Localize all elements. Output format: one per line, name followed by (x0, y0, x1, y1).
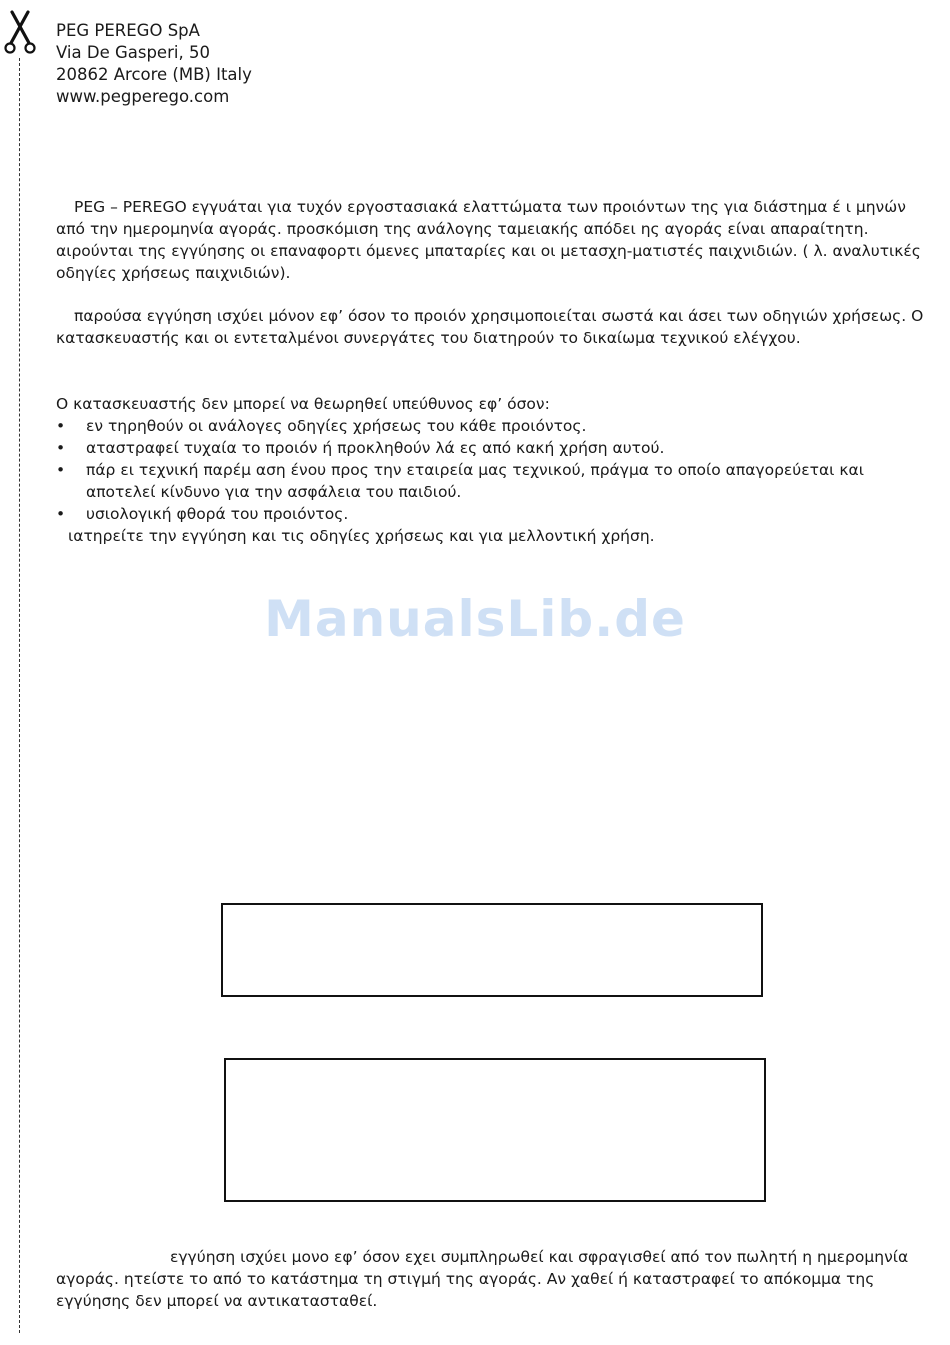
liability-intro: Ο κατασκευαστής δεν μπορεί να θεωρηθεί υπεύθυνος εφ’ όσον: (56, 395, 550, 413)
liability-closing: ιατηρείτε την εγγύηση και τις οδηγίες χρήσεως και για μελλοντική χρήση. (68, 527, 655, 545)
footer-note (56, 1246, 936, 1312)
date-box[interactable] (224, 1058, 766, 1202)
city-address: 20862 Arcore (MB) Italy (56, 65, 252, 84)
liability-section (56, 393, 936, 547)
list-item-text: υσιολογική φθορά του προιόντος. (86, 505, 349, 523)
bullet-icon: • (56, 461, 66, 479)
validity-text: παρούσα εγγύηση ισχύει μόνον εφ’ όσον το προιόν χρησιμοποιείται σωστά και άσει των οδηγιών χρήσεως. Ο κατασκευαστής και οι εντεταλμένοι συνεργάτες του διατηρούν το δικαίωμα τεχνικού ελέγχου. (56, 307, 924, 347)
list-item (56, 437, 936, 459)
cut-line (19, 58, 20, 1333)
list-item (56, 503, 936, 525)
list-item-text: αταστραφεί τυχαία το προιόν ή προκληθούν λά ες από κακή χρήση αυτού. (86, 439, 665, 457)
list-item-text: πάρ ει τεχνική παρέμ αση ένου προς την εταιρεία μας τεχνικού, πράγμα το οποίο απαγορεύεται και αποτελεί κίνδυνο για την ασφάλεια του παιδιού. (86, 461, 864, 501)
footer-text: εγγύηση ισχύει μονο εφ’ όσον εχει συμπληρωθεί και σφραγισθεί από τον πωλητή η ημερομηνία αγοράς. ητείστε το από το κατάστημα τη στιγμή της αγοράς. Αν χαθεί ή καταστραφεί το απόκομμα της εγγύησης δεν μπορεί να αντικατασταθεί. (56, 1248, 909, 1310)
bullet-icon: • (56, 505, 66, 523)
company-name: PEG PEREGO SpA (56, 21, 200, 40)
validity-paragraph (56, 305, 936, 349)
company-address (56, 20, 252, 108)
list-item (56, 415, 936, 437)
stamp-box[interactable] (221, 903, 763, 997)
list-item-text: εν τηρηθούν οι ανάλογες οδηγίες χρήσεως του κάθε προιόντος. (86, 417, 587, 435)
bullet-icon: • (56, 417, 66, 435)
scissors-icon (3, 10, 37, 54)
watermark: ManualsLib.de (264, 590, 686, 648)
warranty-paragraph (56, 196, 936, 284)
street-address: Via De Gasperi, 50 (56, 43, 210, 62)
bullet-icon: • (56, 439, 66, 457)
website-link[interactable]: www.pegperego.com (56, 87, 230, 106)
list-item (56, 459, 936, 503)
warranty-text: PEG – PEREGO εγγυάται για τυχόν εργοστασιακά ελαττώματα των προιόντων της για διάστημα έ ι μηνών από την ημερομηνία αγοράς. προσκόμιση της ανάλογης ταμειακής απόδει ης αγοράς είναι απαραίτητη. αιρούνται της εγγύησης οι επαναφορτι όμενες μπαταρίες και οι μετασχη-ματιστές παιχνιδιών. ( λ. αναλυτικές οδηγίες χρήσεως παιχνιδιών). (56, 198, 921, 282)
